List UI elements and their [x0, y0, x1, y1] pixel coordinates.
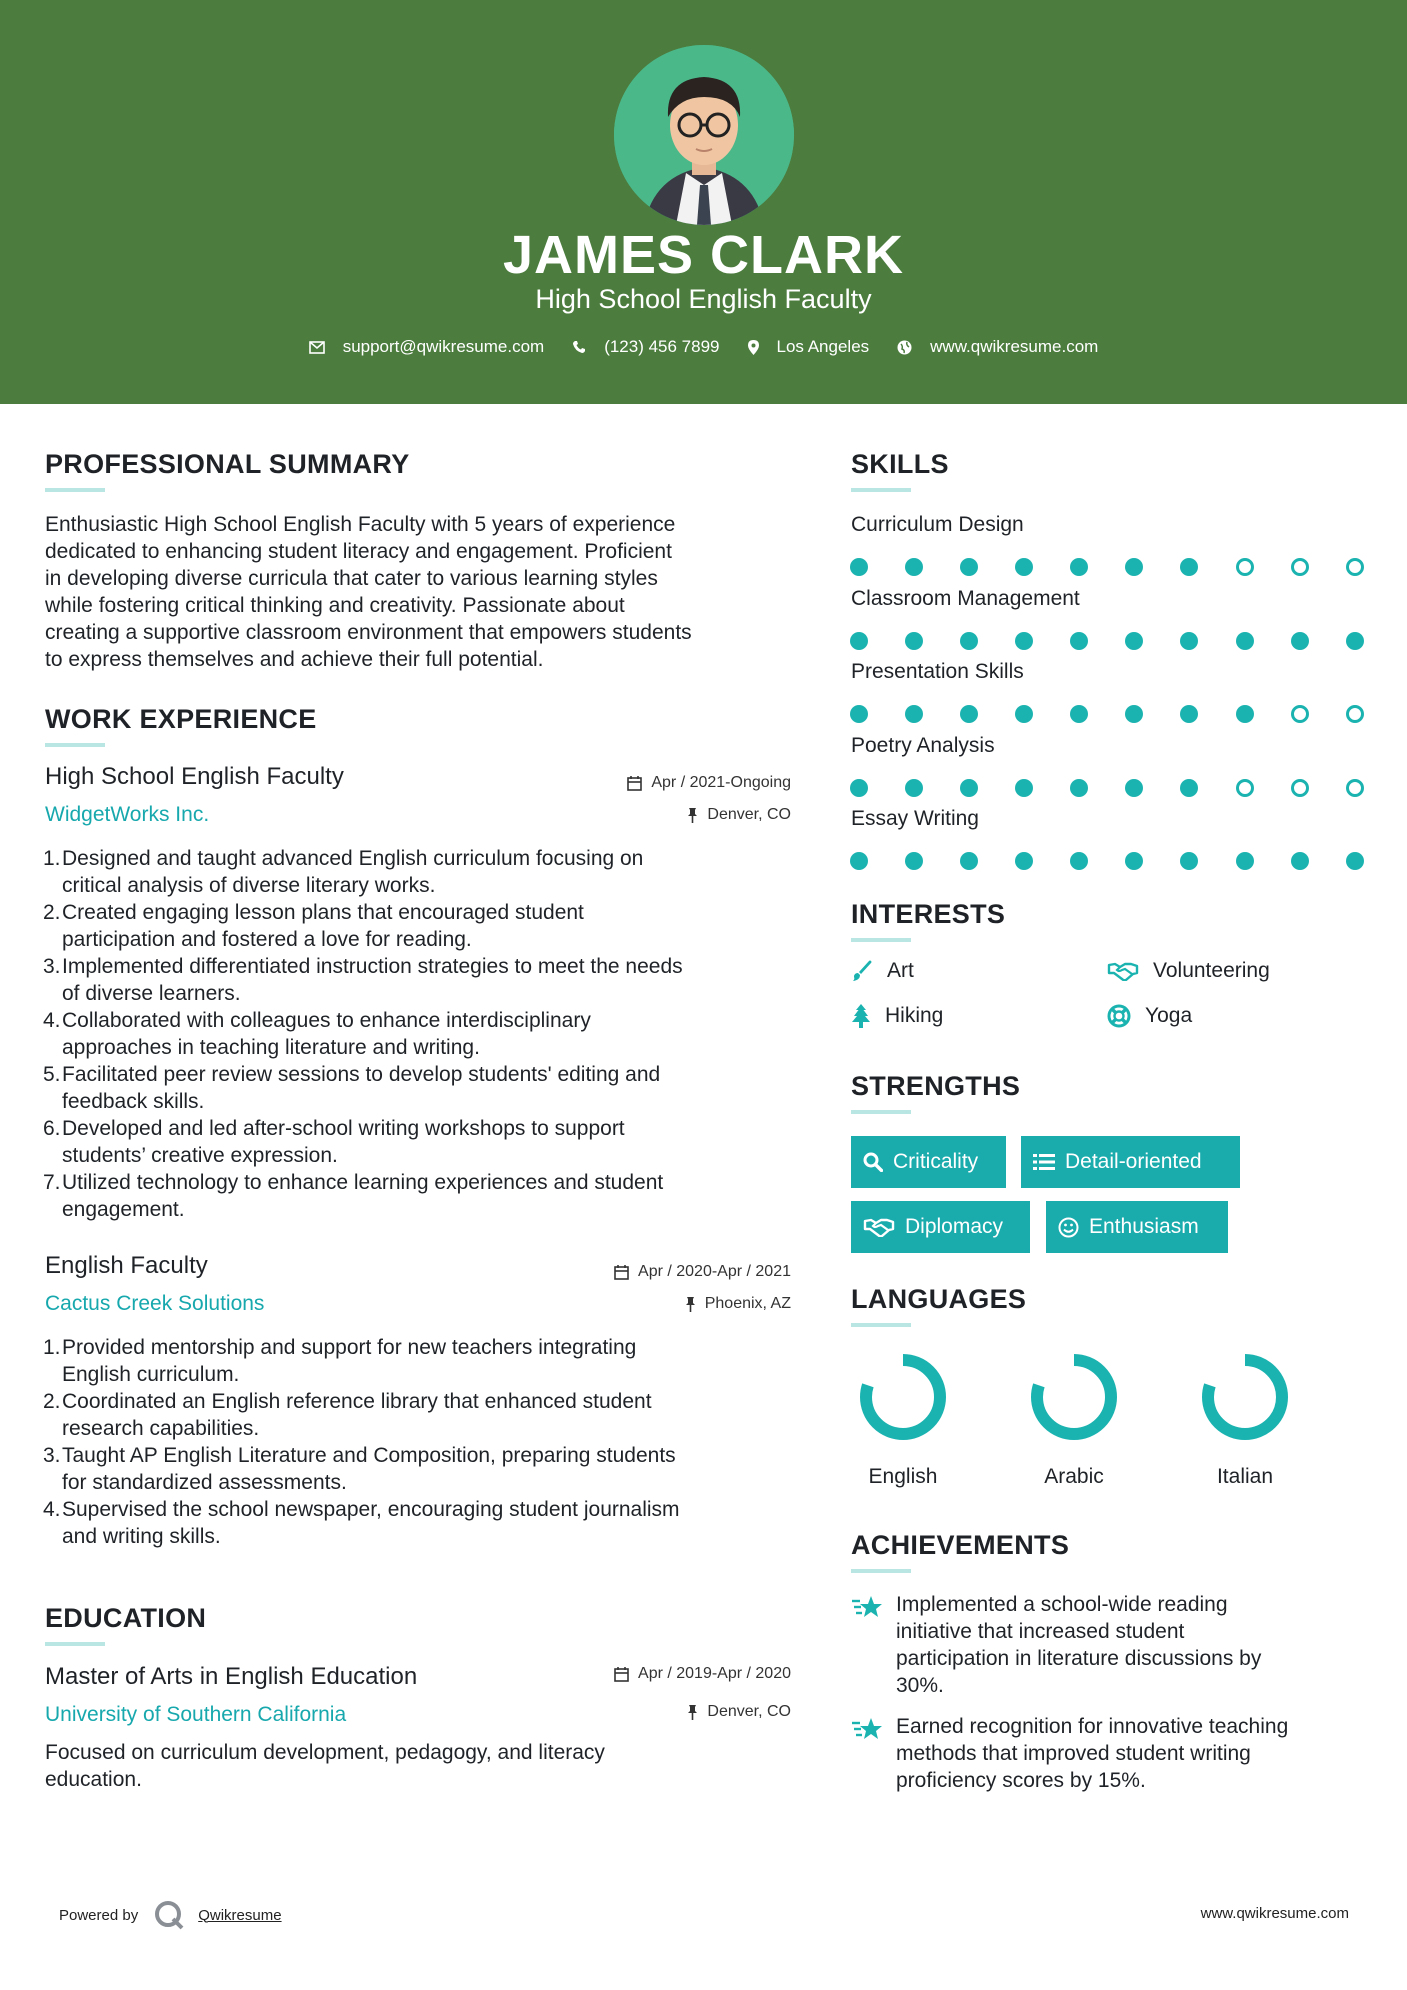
- list-item-text: Coordinated an English reference library that enhanced student: [62, 1390, 652, 1413]
- list-item-text: English curriculum.: [62, 1363, 240, 1386]
- language-name: Arabic: [1044, 1465, 1104, 1488]
- list-item-text: Implemented differentiated instruction strategies to meet the needs: [62, 955, 683, 978]
- language-ring-arc: [1208, 1360, 1282, 1434]
- strength-tag: [1021, 1136, 1240, 1188]
- list-item: [43, 1415, 803, 1442]
- location-text: Los Angeles: [776, 337, 870, 356]
- skill-level-dot: [1236, 705, 1254, 723]
- skill-level-dot: [1236, 632, 1254, 650]
- list-number: 3.: [43, 1444, 61, 1467]
- handshake-icon: [1107, 961, 1139, 981]
- list-item: [43, 953, 803, 980]
- list-number: [43, 1034, 62, 1061]
- text-line: Focused on curriculum development, pedagogy, and literacy: [45, 1741, 605, 1764]
- list-number: [43, 1088, 62, 1115]
- list-item: [43, 1169, 803, 1196]
- skill-level-dot: [1291, 632, 1309, 650]
- skill-level-dot: [1125, 779, 1143, 797]
- skill-level-dot: [1346, 558, 1364, 576]
- skill-level-dot: [1291, 779, 1309, 797]
- experience-heading: WORK EXPERIENCE: [45, 704, 317, 734]
- list-number: 1.: [43, 1336, 61, 1359]
- strengths-heading: STRENGTHS: [851, 1071, 1021, 1101]
- list-number: 1.: [43, 847, 61, 870]
- skill-level-dot: [850, 779, 868, 797]
- skill-name: Poetry Analysis: [851, 733, 995, 757]
- skill-level-dot: [1015, 779, 1033, 797]
- skill-level-dot: [1015, 705, 1033, 723]
- skills-underline: [851, 488, 911, 492]
- degree-title: Master of Arts in English Education: [45, 1663, 418, 1690]
- skill-level-dot: [1180, 779, 1198, 797]
- phone-icon: [572, 340, 586, 354]
- interest-item: [1107, 1004, 1192, 1028]
- strength-tag: [851, 1201, 1030, 1253]
- list-item-text: engagement.: [62, 1198, 185, 1221]
- qwikresume-logo-icon: [154, 1900, 184, 1930]
- website-text: www.qwikresume.com: [930, 337, 1099, 356]
- skill-level-dot: [1015, 852, 1033, 870]
- text-line: in developing diverse curricula that cater to various learning styles: [45, 567, 658, 590]
- skill-level-dot: [1346, 779, 1364, 797]
- candidate-title: High School English Faculty: [535, 284, 872, 314]
- language-ring: [858, 1352, 948, 1442]
- skill-level-dot: [1180, 632, 1198, 650]
- list-number: [43, 1469, 62, 1496]
- education-dates-text: Apr / 2019-Apr / 2020: [638, 1665, 791, 1682]
- text-line: dedicated to enhancing student literacy and engagement. Proficient: [45, 540, 672, 563]
- list-item-text: Developed and led after-school writing workshops to support: [62, 1117, 625, 1140]
- job-location-text: Denver, CO: [707, 806, 791, 823]
- calendar-icon: [627, 776, 642, 791]
- lifebuoy-icon: [1107, 1004, 1131, 1028]
- list-item-text: participation and fostered a love for reading.: [62, 928, 472, 951]
- education-dates: [614, 1665, 791, 1683]
- pushpin-icon: [687, 1705, 698, 1720]
- text-line: Implemented a school-wide reading: [896, 1593, 1228, 1616]
- education-location-text: Denver, CO: [707, 1703, 791, 1720]
- skill-level-dot: [1070, 779, 1088, 797]
- list-number: [43, 1523, 62, 1550]
- list-number: [43, 1142, 62, 1169]
- strength-tag: [1046, 1201, 1228, 1253]
- text-line: initiative that increased student: [896, 1620, 1185, 1643]
- list-item: [43, 1361, 803, 1388]
- list-item-text: critical analysis of diverse literary works.: [62, 874, 436, 897]
- envelope-icon: [309, 341, 325, 354]
- skill-level-dot: [1070, 852, 1088, 870]
- skill-level-dot: [850, 705, 868, 723]
- list-item: [43, 980, 803, 1007]
- job-company: WidgetWorks Inc.: [45, 803, 210, 826]
- experience-underline: [45, 743, 105, 747]
- language-ring-arc: [866, 1360, 940, 1434]
- skill-name: Essay Writing: [851, 807, 979, 830]
- skill-level-dot: [960, 779, 978, 797]
- brand-link[interactable]: Qwikresume: [198, 1906, 282, 1924]
- skill-level-dot: [1180, 852, 1198, 870]
- list-item: [43, 1034, 803, 1061]
- strength-label: Detail-oriented: [1065, 1150, 1202, 1173]
- list-number: [43, 1415, 62, 1442]
- profile-photo: [614, 45, 794, 225]
- languages-heading: LANGUAGES: [851, 1284, 1027, 1314]
- summary-heading: PROFESSIONAL SUMMARY: [45, 449, 410, 479]
- strength-label: Criticality: [893, 1150, 979, 1173]
- job-dates: [614, 1263, 791, 1281]
- contact-location: [748, 337, 870, 357]
- list-item: [43, 1469, 803, 1496]
- list-item: [43, 1088, 803, 1115]
- skill-level-dot: [1070, 632, 1088, 650]
- list-number: [43, 872, 62, 899]
- list-item-text: for standardized assessments.: [62, 1471, 347, 1494]
- list-number: 4.: [43, 1009, 61, 1032]
- skill-level-dot: [1236, 779, 1254, 797]
- list-number: [43, 1196, 62, 1223]
- list-number: 3.: [43, 955, 61, 978]
- list-item-text: Designed and taught advanced English curriculum focusing on: [62, 847, 644, 870]
- list-number: 2.: [43, 901, 61, 924]
- strength-label: Diplomacy: [905, 1215, 1004, 1238]
- job-dates: [627, 774, 791, 792]
- text-line: while fostering critical thinking and creativity. Passionate about: [45, 594, 625, 617]
- summary-text: [45, 511, 805, 673]
- list-item-text: of diverse learners.: [62, 982, 241, 1005]
- search-icon: [863, 1152, 883, 1172]
- contact-phone[interactable]: [572, 337, 719, 357]
- star-icon: [851, 1595, 883, 1626]
- interest-label: Art: [887, 959, 914, 982]
- pushpin-icon: [687, 808, 698, 823]
- list-item: [43, 1061, 803, 1088]
- interest-item: [1107, 959, 1270, 983]
- list-item: [43, 1496, 803, 1523]
- interest-label: Volunteering: [1153, 959, 1270, 982]
- pushpin-icon: [685, 1297, 696, 1312]
- list-item-text: research capabilities.: [62, 1417, 260, 1440]
- list-item: [43, 845, 803, 872]
- list-item: [43, 1115, 803, 1142]
- skill-level-dot: [1015, 632, 1033, 650]
- languages-underline: [851, 1323, 911, 1327]
- calendar-icon: [614, 1265, 629, 1280]
- list-item: [43, 1388, 803, 1415]
- language-ring: [1200, 1352, 1290, 1442]
- skill-level-dot: [960, 705, 978, 723]
- interest-item: [851, 1004, 943, 1028]
- skill-level-dot: [905, 705, 923, 723]
- list-item: [43, 1196, 803, 1223]
- skill-level-dot: [1015, 558, 1033, 576]
- job-location: [685, 1295, 791, 1313]
- skill-level-dot: [1125, 632, 1143, 650]
- skill-name: Presentation Skills: [851, 660, 1024, 683]
- strength-label: Enthusiasm: [1089, 1215, 1199, 1238]
- skill-level-dot: [1346, 632, 1364, 650]
- achievement-text: [896, 1713, 1376, 1794]
- skill-level-dot: [1291, 558, 1309, 576]
- interests-underline: [851, 938, 911, 942]
- text-line: education.: [45, 1768, 142, 1791]
- skill-level-dot: [1291, 852, 1309, 870]
- text-line: methods that improved student writing: [896, 1742, 1251, 1765]
- list-item: [43, 872, 803, 899]
- star-icon: [851, 1717, 883, 1748]
- list-number: 7.: [43, 1171, 61, 1194]
- skill-level-dot: [850, 852, 868, 870]
- strength-tag: [851, 1136, 1006, 1188]
- list-item: [43, 1007, 803, 1034]
- skill-name: Classroom Management: [851, 586, 1080, 610]
- smile-icon: [1058, 1217, 1079, 1238]
- education-heading: EDUCATION: [45, 1603, 207, 1633]
- education-location: [687, 1703, 791, 1721]
- text-line: participation in literature discussions by: [896, 1647, 1262, 1670]
- list-item-text: feedback skills.: [62, 1090, 205, 1113]
- skill-level-dot: [1236, 852, 1254, 870]
- strengths-underline: [851, 1110, 911, 1114]
- language-name: English: [868, 1465, 938, 1488]
- job-title: English Faculty: [45, 1252, 208, 1279]
- achievement-text: [896, 1591, 1376, 1699]
- list-item: [43, 899, 803, 926]
- contact-email[interactable]: [309, 337, 545, 357]
- text-line: to express themselves and achieve their full potential.: [45, 648, 544, 671]
- summary-underline: [45, 488, 105, 492]
- list-item-text: Facilitated peer review sessions to develop students' editing and: [62, 1063, 661, 1086]
- skill-level-dot: [1125, 558, 1143, 576]
- list-item: [43, 926, 803, 953]
- text-line: Earned recognition for innovative teaching: [896, 1715, 1289, 1738]
- paintbrush-icon: [851, 960, 873, 982]
- list-item-text: Taught AP English Literature and Composition, preparing students: [62, 1444, 676, 1467]
- skill-level-dot: [1070, 558, 1088, 576]
- skill-level-dot: [850, 632, 868, 650]
- language-name: Italian: [1216, 1465, 1274, 1488]
- skill-level-dot: [905, 779, 923, 797]
- list-item-text: Utilized technology to enhance learning experiences and student: [62, 1171, 664, 1194]
- powered-by-text: Powered by: [59, 1906, 139, 1924]
- skill-level-dot: [1125, 852, 1143, 870]
- job-dates-text: Apr / 2020-Apr / 2021: [638, 1263, 791, 1280]
- footer-website[interactable]: www.qwikresume.com: [1200, 1905, 1349, 1922]
- text-line: Enthusiastic High School English Faculty with 5 years of experience: [45, 513, 676, 536]
- list-number: [43, 980, 62, 1007]
- skill-level-dot: [905, 558, 923, 576]
- list-number: 5.: [43, 1063, 61, 1086]
- map-pin-icon: [748, 340, 759, 355]
- list-number: [43, 1361, 62, 1388]
- job-dates-text: Apr / 2021-Ongoing: [651, 774, 791, 791]
- contact-bar: [0, 337, 1407, 357]
- email-text: support@qwikresume.com: [342, 337, 545, 356]
- list-item-text: approaches in teaching literature and writing.: [62, 1036, 480, 1059]
- list-item: [43, 1523, 803, 1550]
- skills-heading: SKILLS: [851, 449, 949, 479]
- candidate-name: JAMES CLARK: [502, 225, 905, 285]
- job-location: [687, 806, 791, 824]
- text-line: creating a supportive classroom environment that empowers students: [45, 621, 692, 644]
- list-item: [43, 1142, 803, 1169]
- job-title: High School English Faculty: [45, 763, 344, 790]
- list-icon: [1033, 1153, 1055, 1171]
- tree-icon: [851, 1004, 871, 1028]
- achievements-underline: [851, 1569, 911, 1573]
- list-item-text: Provided mentorship and support for new teachers integrating: [62, 1336, 637, 1359]
- skill-level-dot: [1070, 705, 1088, 723]
- job-duties-list: [43, 1334, 803, 1550]
- skill-name: Curriculum Design: [851, 513, 1024, 536]
- calendar-icon: [614, 1667, 629, 1682]
- skill-level-dot: [1180, 558, 1198, 576]
- skill-level-dot: [1291, 705, 1309, 723]
- education-description: [45, 1739, 805, 1793]
- language-ring: [1029, 1352, 1119, 1442]
- list-number: 6.: [43, 1117, 61, 1140]
- resume-header: [0, 0, 1407, 404]
- skill-level-dot: [1125, 705, 1143, 723]
- globe-icon: [897, 340, 912, 355]
- list-item-text: Collaborated with colleagues to enhance interdisciplinary: [62, 1009, 591, 1032]
- contact-website[interactable]: [897, 337, 1098, 357]
- skill-level-dot: [1346, 705, 1364, 723]
- handshake-icon: [863, 1217, 895, 1237]
- skill-level-dot: [960, 852, 978, 870]
- list-item-text: and writing skills.: [62, 1525, 221, 1548]
- education-underline: [45, 1642, 105, 1646]
- job-company: Cactus Creek Solutions: [45, 1292, 265, 1315]
- interests-heading: INTERESTS: [851, 899, 1006, 929]
- list-number: 2.: [43, 1390, 61, 1413]
- phone-text: (123) 456 7899: [604, 337, 720, 356]
- list-item-text: students’ creative expression.: [62, 1144, 338, 1167]
- achievements-heading: ACHIEVEMENTS: [851, 1530, 1070, 1560]
- list-item: [43, 1442, 803, 1469]
- skill-level-dot: [1346, 852, 1364, 870]
- language-ring-arc: [1037, 1360, 1111, 1434]
- interest-label: Hiking: [885, 1004, 944, 1027]
- list-item: [43, 1334, 803, 1361]
- skill-level-dot: [850, 558, 868, 576]
- skill-level-dot: [1180, 705, 1198, 723]
- interest-item: [851, 959, 914, 983]
- list-number: [43, 926, 62, 953]
- school-name: University of Southern California: [45, 1703, 347, 1726]
- job-duties-list: [43, 845, 803, 1223]
- interest-label: Yoga: [1145, 1004, 1193, 1027]
- skill-level-dot: [960, 632, 978, 650]
- skill-level-dot: [905, 852, 923, 870]
- skill-level-dot: [905, 632, 923, 650]
- job-location-text: Phoenix, AZ: [704, 1295, 791, 1312]
- skill-level-dot: [960, 558, 978, 576]
- skill-level-dot: [1236, 558, 1254, 576]
- text-line: 30%.: [896, 1674, 944, 1697]
- list-item-text: Created engaging lesson plans that encouraged student: [62, 901, 584, 924]
- list-number: 4.: [43, 1498, 61, 1521]
- list-item-text: Supervised the school newspaper, encouraging student journalism: [62, 1498, 680, 1521]
- text-line: proficiency scores by 15%.: [896, 1769, 1146, 1792]
- footer-powered-by: [59, 1900, 282, 1930]
